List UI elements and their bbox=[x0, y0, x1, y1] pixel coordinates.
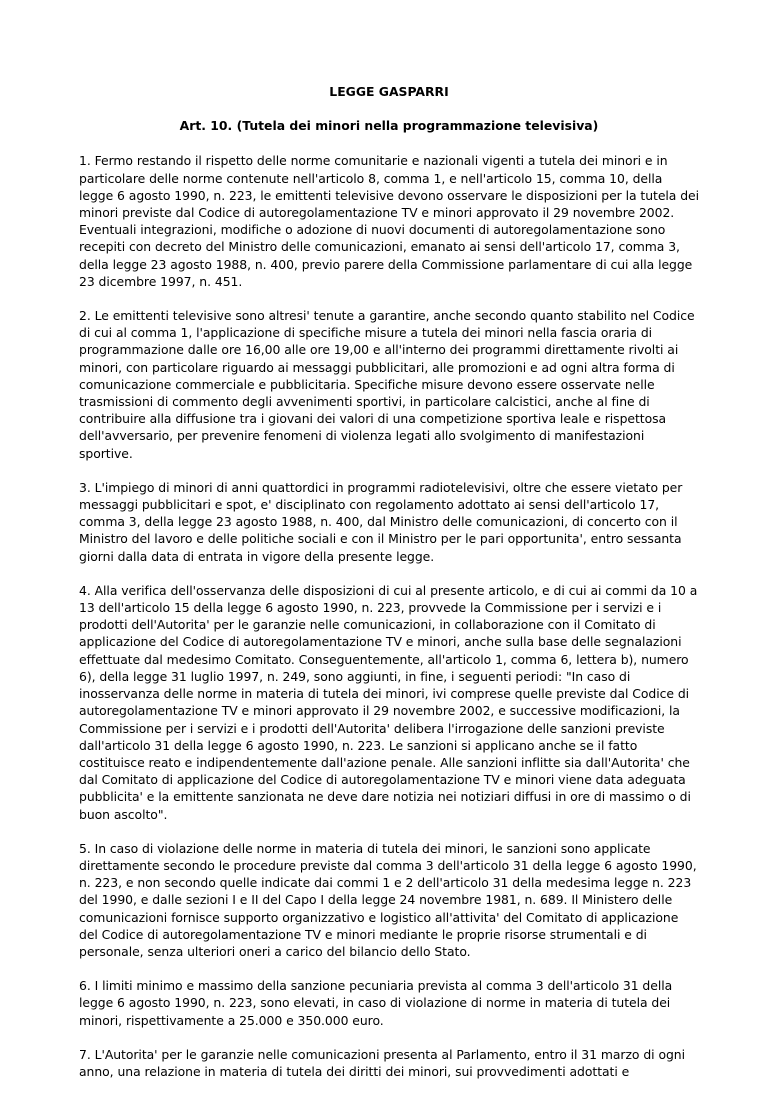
document-title: LEGGE GASPARRI bbox=[329, 84, 449, 99]
paragraph-6: 6. I limiti minimo e massimo della sanzione pecuniaria prevista al comma 3 dell'articolo 31 della legge 6 agosto 1990, n. 223, sono elevati, in caso di violazione di norme in materia di tutela dei minori, rispettivamente a 25.000 e 350.000 euro. bbox=[79, 978, 673, 1028]
paragraph-4: 4. Alla verifica dell'osservanza delle disposizioni di cui al presente articolo, e di cui ai commi da 10 a 13 dell'articolo 15 della legge 6 agosto 1990, n. 223, provvede la Commissione per i servizi e i prodotti dell'Autorita' per le garanzie nelle comunicazioni, in collaborazione con il Comitato di applicazione del Codice di autoregolamentazione TV e minori, anche sulla base delle segnalazioni effettuate dal medesimo Comitato. Conseguentemente, all'articolo 1, comma 6, lettera b), numero 6), della legge 31 luglio 1997, n. 249, sono aggiunti, in fine, i seguenti periodi: "In caso di inosservanza delle norme in materia di tutela dei minori, ivi comprese quelle previste dal Codice di autoregolamentazione TV e minori approvato il 29 novembre 2002, e successive modificazioni, la Commissione per i servizi e i prodotti dell'Autorita' delibera l'irrogazione delle sanzioni previste dall'articolo 31 della legge 6 agosto 1990, n. 223. Le sanzioni si applicano anche se il fatto costituisce reato e indipendentemente dall'azione penale. Alle sanzioni inflitte sia dall'Autorita' che dal Comitato di applicazione del Codice di autoregolamentazione TV e minori viene data adeguata pubblicita' e la emittente sanzionata ne deve dare notizia nei notiziari diffusi in ore di massimo o di buon ascolto". bbox=[79, 582, 698, 822]
article-title: Art. 10. (Tutela dei minori nella programmazione televisiva) bbox=[179, 118, 599, 134]
document-page bbox=[79, 83, 699, 1097]
paragraph-7: 7. L'Autorita' per le garanzie nelle comunicazioni presenta al Parlamento, entro il 31 marzo di ogni anno, una relazione in materia di tutela dei diritti dei minori, sui provvedimenti adottati e bbox=[79, 1046, 685, 1079]
paragraph-2: 2. Le emittenti televisive sono altresi' tenute a garantire, anche secondo quanto stabilito nel Codice di cui al comma 1, l'applicazione di specifiche misure a tutela dei minori nella fascia oraria di programmazione dalle ore 16,00 alle ore 19,00 e all'interno dei programmi direttamente rivolti ai minori, con particolare riguardo ai messaggi pubblicitari, alle promozioni e ad ogni altra forma di comunicazione commerciale e pubblicitaria. Specifiche misure devono essere osservate nelle trasmissioni di commento degli avvenimenti sportivi, in particolare calcistici, anche al fine di contribuire alla diffusione tra i giovani dei valori di una competizione sportiva leale e rispettosa dell'avversario, per prevenire fenomeni di violenza legati allo svolgimento di manifestazioni sportive. bbox=[79, 308, 695, 461]
paragraph-5: 5. In caso di violazione delle norme in materia di tutela dei minori, le sanzioni sono applicate direttamente secondo le procedure previste dal comma 3 dell'articolo 31 della legge 6 agosto 1990, n. 223, e non secondo quelle indicate dai commi 1 e 2 dell'articolo 31 della medesima legge n. 223 del 1990, e dalle sezioni I e II del Capo I della legge 24 novembre 1981, n. 689. Il Ministero delle comunicazioni fornisce supporto organizzativo e logistico all'attivita' del Comitato di applicazione del Codice di autoregolamentazione TV e minori mediante le proprie risorse strumentali e di personale, senza ulteriori oneri a carico del bilancio dello Stato. bbox=[79, 840, 697, 959]
paragraph-3: 3. L'impiego di minori di anni quattordici in programmi radiotelevisivi, oltre che essere vietato per messaggi pubblicitari e spot, e' disciplinato con regolamento adottato ai sensi dell'articolo 17, comma 3, della legge 23 agosto 1988, n. 400, dal Ministro delle comunicazioni, di concerto con il Ministro del lavoro e delle politiche sociali e con il Ministro per le pari opportunita', entro sessanta giorni dalla data di entrata in vigore della presente legge. bbox=[79, 479, 683, 564]
paragraph-1: 1. Fermo restando il rispetto delle norme comunitarie e nazionali vigenti a tutela dei minori e in particolare delle norme contenute nell'articolo 8, comma 1, e nell'articolo 15, comma 10, della legge 6 agosto 1990, n. 223, le emittenti televisive devono osservare le disposizioni per la tutela dei minori previste dal Codice di autoregolamentazione TV e minori approvato il 29 novembre 2002. Eventuali integrazioni, modifiche o adozione di nuovi documenti di autoregolamentazione sono recepiti con decreto del Ministro delle comunicazioni, emanato ai sensi dell'articolo 17, comma 3, della legge 23 agosto 1988, n. 400, previo parere della Commissione parlamentare di cui alla legge 23 dicembre 1997, n. 451. bbox=[79, 153, 700, 289]
